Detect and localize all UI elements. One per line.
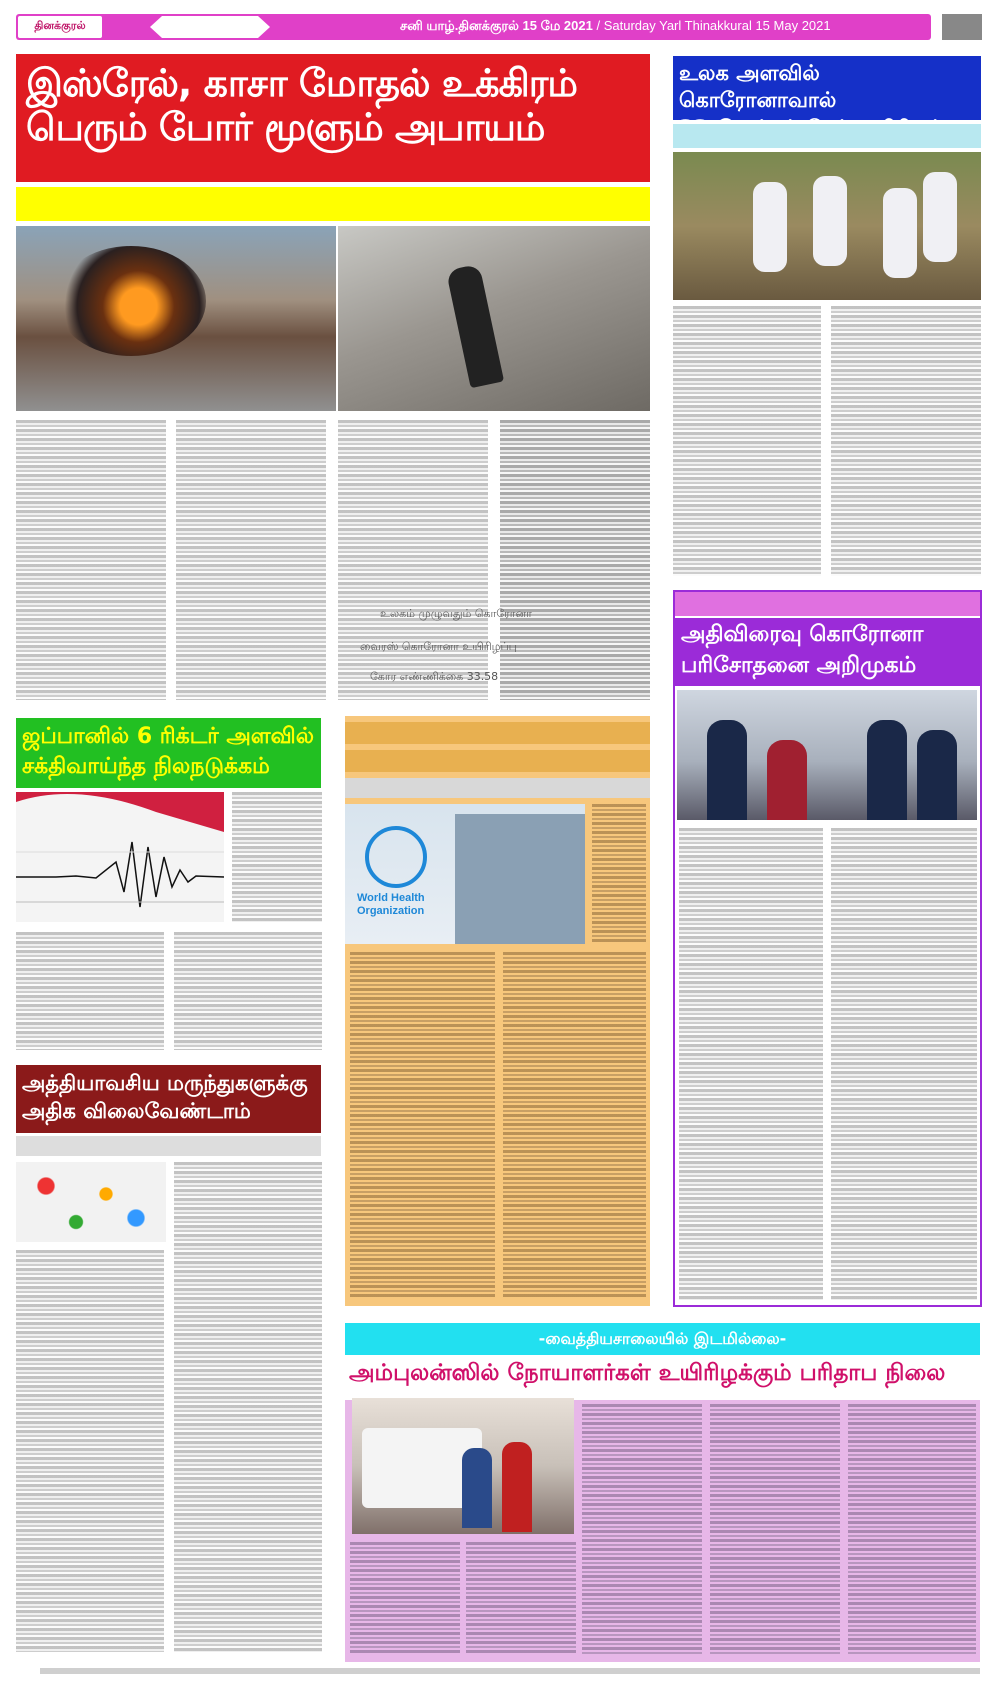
seismograph-photo: [16, 792, 224, 922]
seismograph-icon: [16, 792, 224, 922]
medicine-text-column-1: [16, 1250, 164, 1652]
medicine-text-column-2: [174, 1162, 322, 1652]
dateline-tamil: சனி யாழ்.தினக்குரல் 15 மே 2021: [400, 18, 593, 33]
ambulance-text-column-1b: [466, 1542, 576, 1654]
japan-quake-headline-line2: சக்திவாய்ந்த நிலநடுக்கம்: [22, 753, 270, 779]
medicine-headline-line1: அத்தியாவசிய மருந்துகளுக்கு: [22, 1071, 308, 1095]
covid-deaths-subheadline-bar: [673, 124, 981, 148]
who-logo-icon: [365, 826, 427, 888]
section-tab: [150, 16, 270, 38]
dateline-english: Saturday Yarl Thinakkural 15 May 2021: [603, 18, 831, 33]
ambulance-headline: அம்புலன்ஸில் நோயாளர்கள் உயிரிழக்கும் பரிதாப நிலை: [349, 1360, 946, 1386]
rapid-test-headline-line1: அதிவிரைவு கொரோனா: [681, 622, 924, 647]
ambulance-text-column-2: [582, 1404, 702, 1654]
israel-headline: [16, 54, 650, 182]
who-caption-line-3: கோர எண்ணிக்கை 33.58: [370, 670, 499, 683]
japan-quake-text-column-1: [16, 932, 164, 1050]
airport-testing-photo: [677, 690, 977, 820]
covid-deaths-text-column-2: [831, 306, 981, 576]
israel-text-column-3: [338, 420, 488, 700]
who-headline-bar-1: [345, 722, 650, 744]
rapid-test-headline: [675, 618, 980, 686]
ambulance-kicker: -வைத்தியசாலையில் இடமில்லை-: [345, 1323, 980, 1355]
japan-quake-headline-line1: ஜப்பானில் 6 ரிக்டர் அளவில்: [22, 724, 314, 749]
rapid-test-headline-line2: பரிசோதனை அறிமுகம்: [681, 652, 917, 678]
israel-headline-line2: பெரும் போர் மூளும் அபாயம்: [26, 104, 545, 149]
who-caption-line-1: உலகம் முழுவதும் கொரோனா: [380, 607, 532, 620]
covid-deaths-text-column-1: [673, 306, 821, 576]
japan-quake-text-column-2: [174, 932, 322, 1050]
who-caption-line-2: வைரஸ் கொரோனா உயிரிழப்பு: [360, 640, 517, 653]
who-text-column-2: [503, 952, 646, 1298]
gaza-rubble-photo: [338, 226, 650, 411]
who-subheadline-bar: [345, 778, 650, 798]
dateline: [400, 18, 910, 38]
israel-headline-line1: இஸ்ரேல், காசா மோதல் உக்கிரம்: [26, 61, 577, 105]
ambulance-text-column-3: [710, 1404, 840, 1654]
ambulance-patients-photo: [352, 1398, 574, 1534]
page-number-box: [942, 14, 982, 40]
rapid-test-text-column-2: [831, 828, 977, 1300]
israel-text-column-4: [500, 420, 650, 700]
ambulance-text-column-1a: [350, 1542, 460, 1654]
israel-subheadline-bar: [16, 187, 650, 221]
covid-deaths-headline: [673, 56, 981, 120]
rapid-test-text-column-1: [679, 828, 823, 1300]
medicine-headline: [16, 1065, 321, 1133]
dateline-separator: /: [596, 18, 604, 33]
rapid-test-kicker-bar: [675, 592, 980, 616]
covid-burial-photo: [673, 152, 981, 300]
who-text-column-side: [592, 804, 646, 944]
israel-text-column-1: [16, 420, 166, 700]
medicine-subheadline-bar: [16, 1136, 321, 1156]
israel-text-column-2: [176, 420, 326, 700]
medicine-headline-line2: அதிக விலைவேண்டாம்: [22, 1099, 251, 1124]
medicine-pills-photo: [16, 1162, 166, 1242]
footer-rule: [40, 1668, 980, 1674]
japan-quake-headline: [16, 718, 321, 788]
covid-deaths-headline-line1: உலக அளவில் கொரோனாவால்: [679, 61, 837, 113]
newspaper-logo: தினக்குரல்: [18, 16, 102, 38]
who-headquarters-photo: [345, 804, 585, 944]
who-logo-text: World Health Organization: [357, 892, 425, 918]
japan-quake-text-column-side: [232, 792, 322, 922]
who-headline-bar-2: [345, 750, 650, 772]
ambulance-text-column-4: [848, 1404, 976, 1654]
gaza-explosion-photo: [16, 226, 336, 411]
who-text-column-1: [350, 952, 495, 1298]
